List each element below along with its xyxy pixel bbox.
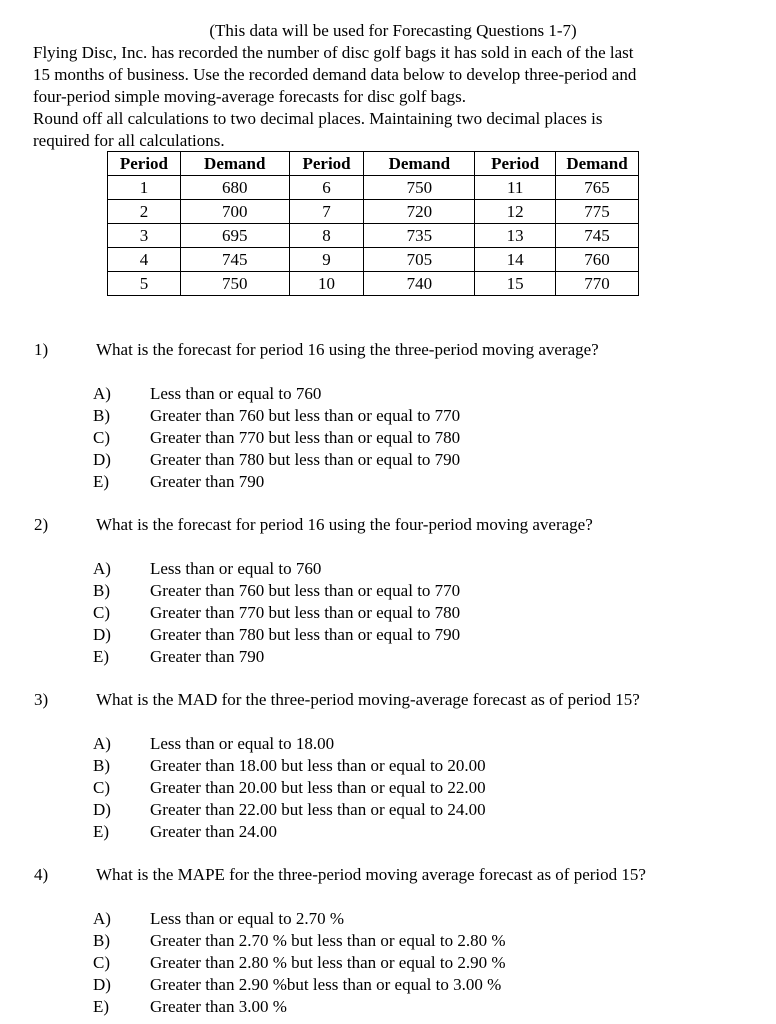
table-cell: 750 bbox=[180, 272, 289, 296]
question-text: What is the forecast for period 16 using the four-period moving average? bbox=[96, 515, 593, 534]
intro-line-3: four-period simple moving-average forecasts for disc golf bags. bbox=[33, 87, 467, 106]
option-text: Greater than 2.80 % but less than or equal to 2.90 % bbox=[150, 953, 506, 972]
table-row bbox=[108, 200, 639, 224]
option-a[interactable] bbox=[93, 558, 460, 580]
option-e[interactable] bbox=[93, 821, 486, 843]
table-cell: 680 bbox=[180, 176, 289, 200]
option-text: Greater than 780 but less than or equal to 790 bbox=[150, 625, 461, 644]
header-period-2: Period bbox=[289, 152, 364, 176]
option-b[interactable] bbox=[93, 580, 460, 602]
header-period-1: Period bbox=[108, 152, 181, 176]
table-cell: 7 bbox=[289, 200, 364, 224]
question-text: What is the MAPE for the three-period moving average forecast as of period 15? bbox=[96, 865, 646, 884]
table-cell: 740 bbox=[364, 272, 475, 296]
table-row bbox=[108, 272, 639, 296]
table-cell: 745 bbox=[180, 248, 289, 272]
option-b[interactable] bbox=[93, 930, 506, 952]
option-letter: E) bbox=[93, 822, 110, 841]
option-letter: D) bbox=[93, 625, 111, 644]
option-text: Greater than 760 but less than or equal to 770 bbox=[150, 406, 461, 425]
table-cell: 15 bbox=[475, 272, 556, 296]
option-letter: C) bbox=[93, 428, 110, 447]
option-letter: B) bbox=[93, 406, 110, 425]
table-cell: 12 bbox=[475, 200, 556, 224]
table-cell: 735 bbox=[364, 224, 475, 248]
option-text: Greater than 3.00 % bbox=[150, 997, 287, 1016]
option-letter: D) bbox=[93, 800, 111, 819]
option-text: Greater than 2.70 % but less than or equal to 2.80 % bbox=[150, 931, 506, 950]
table-cell: 750 bbox=[364, 176, 475, 200]
header-demand-1: Demand bbox=[180, 152, 289, 176]
table-cell: 720 bbox=[364, 200, 475, 224]
option-letter: C) bbox=[93, 603, 110, 622]
table-cell: 760 bbox=[556, 248, 639, 272]
option-e[interactable] bbox=[93, 471, 460, 493]
intro-line-2: 15 months of business. Use the recorded demand data below to develop three-period and bbox=[33, 65, 637, 84]
question-text: What is the forecast for period 16 using the three-period moving average? bbox=[96, 340, 599, 359]
option-b[interactable] bbox=[93, 405, 460, 427]
table-cell: 3 bbox=[108, 224, 181, 248]
intro-section bbox=[33, 20, 753, 152]
option-e[interactable] bbox=[93, 996, 506, 1018]
table-cell: 2 bbox=[108, 200, 181, 224]
option-letter: A) bbox=[93, 909, 111, 928]
option-letter: C) bbox=[93, 778, 110, 797]
option-a[interactable] bbox=[93, 733, 486, 755]
option-e[interactable] bbox=[93, 646, 460, 668]
option-letter: B) bbox=[93, 756, 110, 775]
option-b[interactable] bbox=[93, 755, 486, 777]
table-row bbox=[108, 248, 639, 272]
question-text: What is the MAD for the three-period moving-average forecast as of period 15? bbox=[96, 690, 640, 709]
option-text: Greater than 18.00 but less than or equal to 20.00 bbox=[150, 756, 486, 775]
option-text: Greater than 24.00 bbox=[150, 822, 277, 841]
intro-line-1: Flying Disc, Inc. has recorded the number of disc golf bags it has sold in each of the last bbox=[33, 43, 634, 62]
option-d[interactable] bbox=[93, 449, 460, 471]
table-cell: 695 bbox=[180, 224, 289, 248]
question-number: 2) bbox=[34, 515, 49, 534]
table-cell: 5 bbox=[108, 272, 181, 296]
option-text: Greater than 780 but less than or equal to 790 bbox=[150, 450, 461, 469]
answer-options bbox=[93, 733, 486, 843]
answer-options bbox=[93, 558, 460, 668]
demand-table bbox=[107, 151, 639, 296]
option-text: Greater than 790 bbox=[150, 647, 265, 666]
table-cell: 770 bbox=[556, 272, 639, 296]
option-text: Less than or equal to 2.70 % bbox=[150, 909, 345, 928]
intro-line-5: required for all calculations. bbox=[33, 131, 225, 150]
header-demand-2: Demand bbox=[364, 152, 475, 176]
option-text: Greater than 2.90 %but less than or equal to 3.00 % bbox=[150, 975, 502, 994]
table-cell: 8 bbox=[289, 224, 364, 248]
option-letter: E) bbox=[93, 647, 110, 666]
option-letter: E) bbox=[93, 472, 110, 491]
option-letter: C) bbox=[93, 953, 110, 972]
option-text: Greater than 770 but less than or equal to 780 bbox=[150, 428, 461, 447]
header-period-3: Period bbox=[475, 152, 556, 176]
table-cell: 765 bbox=[556, 176, 639, 200]
option-letter: D) bbox=[93, 975, 111, 994]
option-d[interactable] bbox=[93, 799, 486, 821]
table-cell: 10 bbox=[289, 272, 364, 296]
option-text: Less than or equal to 18.00 bbox=[150, 734, 335, 753]
option-c[interactable] bbox=[93, 602, 460, 624]
table-cell: 775 bbox=[556, 200, 639, 224]
option-letter: B) bbox=[93, 581, 110, 600]
table-cell: 9 bbox=[289, 248, 364, 272]
table-cell: 745 bbox=[556, 224, 639, 248]
option-a[interactable] bbox=[93, 383, 460, 405]
option-c[interactable] bbox=[93, 952, 506, 974]
option-c[interactable] bbox=[93, 427, 460, 449]
table-cell: 14 bbox=[475, 248, 556, 272]
option-letter: D) bbox=[93, 450, 111, 469]
table-cell: 705 bbox=[364, 248, 475, 272]
option-d[interactable] bbox=[93, 624, 460, 646]
option-text: Less than or equal to 760 bbox=[150, 384, 322, 403]
table-row bbox=[108, 224, 639, 248]
table-cell: 6 bbox=[289, 176, 364, 200]
table-header-row bbox=[108, 152, 639, 176]
option-letter: A) bbox=[93, 559, 111, 578]
option-letter: A) bbox=[93, 734, 111, 753]
answer-options bbox=[93, 908, 506, 1018]
intro-line-4: Round off all calculations to two decimal places. Maintaining two decimal places is bbox=[33, 109, 603, 128]
question-number: 3) bbox=[34, 690, 49, 709]
table-cell: 13 bbox=[475, 224, 556, 248]
header-demand-3: Demand bbox=[556, 152, 639, 176]
option-letter: A) bbox=[93, 384, 111, 403]
intro-heading: (This data will be used for Forecasting Questions 1-7) bbox=[209, 21, 577, 40]
table-cell: 700 bbox=[180, 200, 289, 224]
option-letter: B) bbox=[93, 931, 110, 950]
option-a[interactable] bbox=[93, 908, 506, 930]
option-text: Greater than 22.00 but less than or equal to 24.00 bbox=[150, 800, 486, 819]
table-cell: 1 bbox=[108, 176, 181, 200]
option-text: Less than or equal to 760 bbox=[150, 559, 322, 578]
option-letter: E) bbox=[93, 997, 110, 1016]
option-text: Greater than 770 but less than or equal to 780 bbox=[150, 603, 461, 622]
option-text: Greater than 760 but less than or equal to 770 bbox=[150, 581, 461, 600]
table-row bbox=[108, 176, 639, 200]
answer-options bbox=[93, 383, 460, 493]
question-number: 4) bbox=[34, 865, 49, 884]
question-number: 1) bbox=[34, 340, 49, 359]
table-cell: 4 bbox=[108, 248, 181, 272]
option-text: Greater than 20.00 but less than or equal to 22.00 bbox=[150, 778, 486, 797]
option-text: Greater than 790 bbox=[150, 472, 265, 491]
option-c[interactable] bbox=[93, 777, 486, 799]
option-d[interactable] bbox=[93, 974, 506, 996]
table-cell: 11 bbox=[475, 176, 556, 200]
